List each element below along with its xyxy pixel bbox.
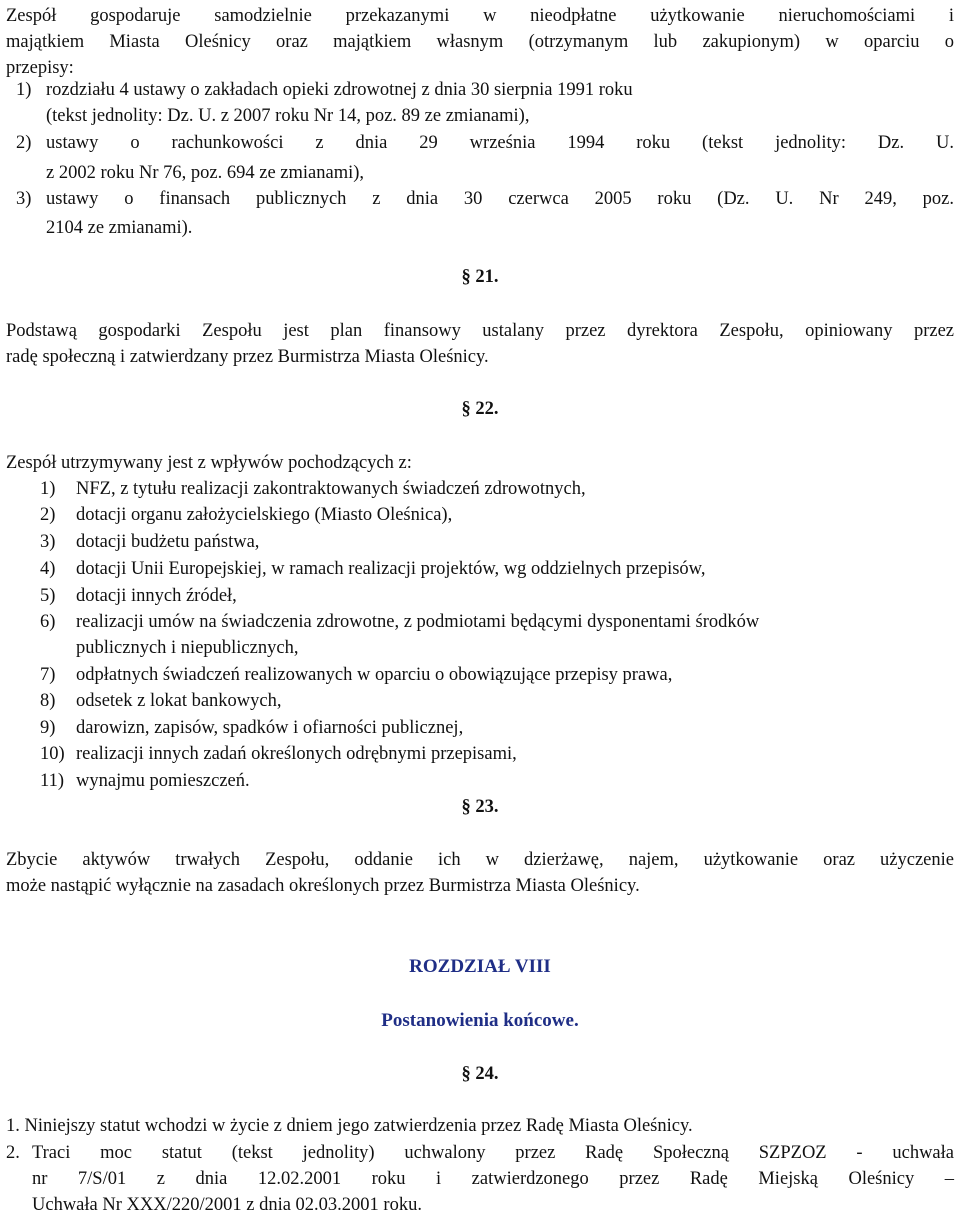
paragraph-2-text-a: Traci moc statut (tekst jednolity) uchwalony przez Radę Społeczną SZPZOZ - uchwała: [32, 1143, 954, 1163]
law-item-2-number: 2): [16, 133, 32, 153]
law-item-1: [16, 77, 954, 103]
list-item: 6) realizacji umów na świadczenia zdrowotne, z podmiotami będącymi dysponentami środków: [40, 612, 760, 632]
law-item-1-text-a: rozdziału 4 ustawy o zakładach opieki zdrowotnej z dnia 30 sierpnia 1991 roku: [46, 80, 633, 100]
chapter-title: ROZDZIAŁ VIII: [409, 956, 551, 977]
list-item: 10) realizacji innych zadań określonych odrębnymi przepisami,: [40, 744, 517, 764]
section-23-heading: § 23.: [461, 797, 499, 817]
law-item-2: [16, 130, 954, 156]
paragraph-2-number: 2.: [6, 1143, 20, 1163]
list-item: publicznych i niepublicznych,: [76, 638, 299, 658]
chapter-subtitle: Postanowienia końcowe.: [381, 1010, 579, 1031]
section-23-line-1: Zbycie aktywów trwałych Zespołu, oddanie ich w dzierżawę, najem, użytkowanie oraz użyczenie: [6, 850, 954, 870]
intro-line-3: przepisy:: [6, 58, 74, 78]
section-24-paragraph-2-line-2: nr 7/S/01 z dnia 12.02.2001 roku i zatwierdzonego przez Radę Miejską Oleśnicy –: [32, 1169, 954, 1189]
law-item-3-number: 3): [16, 189, 32, 209]
section-22-heading: § 22.: [461, 399, 499, 419]
list-item: 1) NFZ, z tytułu realizacji zakontraktowanych świadczeń zdrowotnych,: [40, 479, 586, 499]
law-item-1-number: 1): [16, 80, 32, 100]
section-22-lead: Zespół utrzymywany jest z wpływów pochodzących z:: [6, 453, 412, 473]
law-item-3-continued: 2104 ze zmianami).: [46, 218, 193, 238]
list-item: 9) darowizn, zapisów, spadków i ofiarności publicznej,: [40, 718, 464, 738]
section-21-heading: § 21.: [461, 267, 499, 287]
law-item-1-continued: (tekst jednolity: Dz. U. z 2007 roku Nr 14, poz. 89 ze zmianami),: [46, 106, 530, 126]
section-23-line-2: może nastąpić wyłącznie na zasadach określonych przez Burmistrza Miasta Oleśnicy.: [6, 876, 640, 896]
law-item-3: [16, 186, 954, 212]
section-24-paragraph-1: 1. Niniejszy statut wchodzi w życie z dniem jego zatwierdzenia przez Radę Miasta Oleśnicy.: [6, 1116, 693, 1136]
list-item: 2) dotacji organu założycielskiego (Miasto Oleśnica),: [40, 505, 453, 525]
section-21-line-2: radę społeczną i zatwierdzany przez Burmistrza Miasta Oleśnicy.: [6, 347, 489, 367]
section-21-line-1: Podstawą gospodarki Zespołu jest plan finansowy ustalany przez dyrektora Zespołu, opiniowany przez: [6, 321, 954, 341]
law-item-2-text-a: ustawy o rachunkowości z dnia 29 września 1994 roku (tekst jednolity: Dz. U.: [46, 133, 954, 153]
list-item: 11) wynajmu pomieszczeń.: [40, 771, 250, 791]
list-item: 8) odsetek z lokat bankowych,: [40, 691, 282, 711]
list-item: 5) dotacji innych źródeł,: [40, 586, 237, 606]
intro-line-2: majątkiem Miasta Oleśnicy oraz majątkiem własnym (otrzymanym lub zakupionym) w oparciu o: [6, 32, 954, 52]
section-24-paragraph-2: [6, 1140, 954, 1166]
intro-line-1: Zespół gospodaruje samodzielnie przekazanymi w nieodpłatne użytkowanie nieruchomościami i: [6, 6, 954, 26]
list-item: 4) dotacji Unii Europejskiej, w ramach realizacji projektów, wg oddzielnych przepisów,: [40, 559, 706, 579]
law-item-2-continued: z 2002 roku Nr 76, poz. 694 ze zmianami),: [46, 163, 365, 183]
list-item: 7) odpłatnych świadczeń realizowanych w oparciu o obowiązujące przepisy prawa,: [40, 665, 673, 685]
section-24-paragraph-2-line-3: Uchwała Nr XXX/220/2001 z dnia 02.03.2001 roku.: [32, 1195, 422, 1215]
list-item: 3) dotacji budżetu państwa,: [40, 532, 260, 552]
law-item-3-text-a: ustawy o finansach publicznych z dnia 30 czerwca 2005 roku (Dz. U. Nr 249, poz.: [46, 189, 954, 209]
section-24-heading: § 24.: [461, 1064, 499, 1084]
